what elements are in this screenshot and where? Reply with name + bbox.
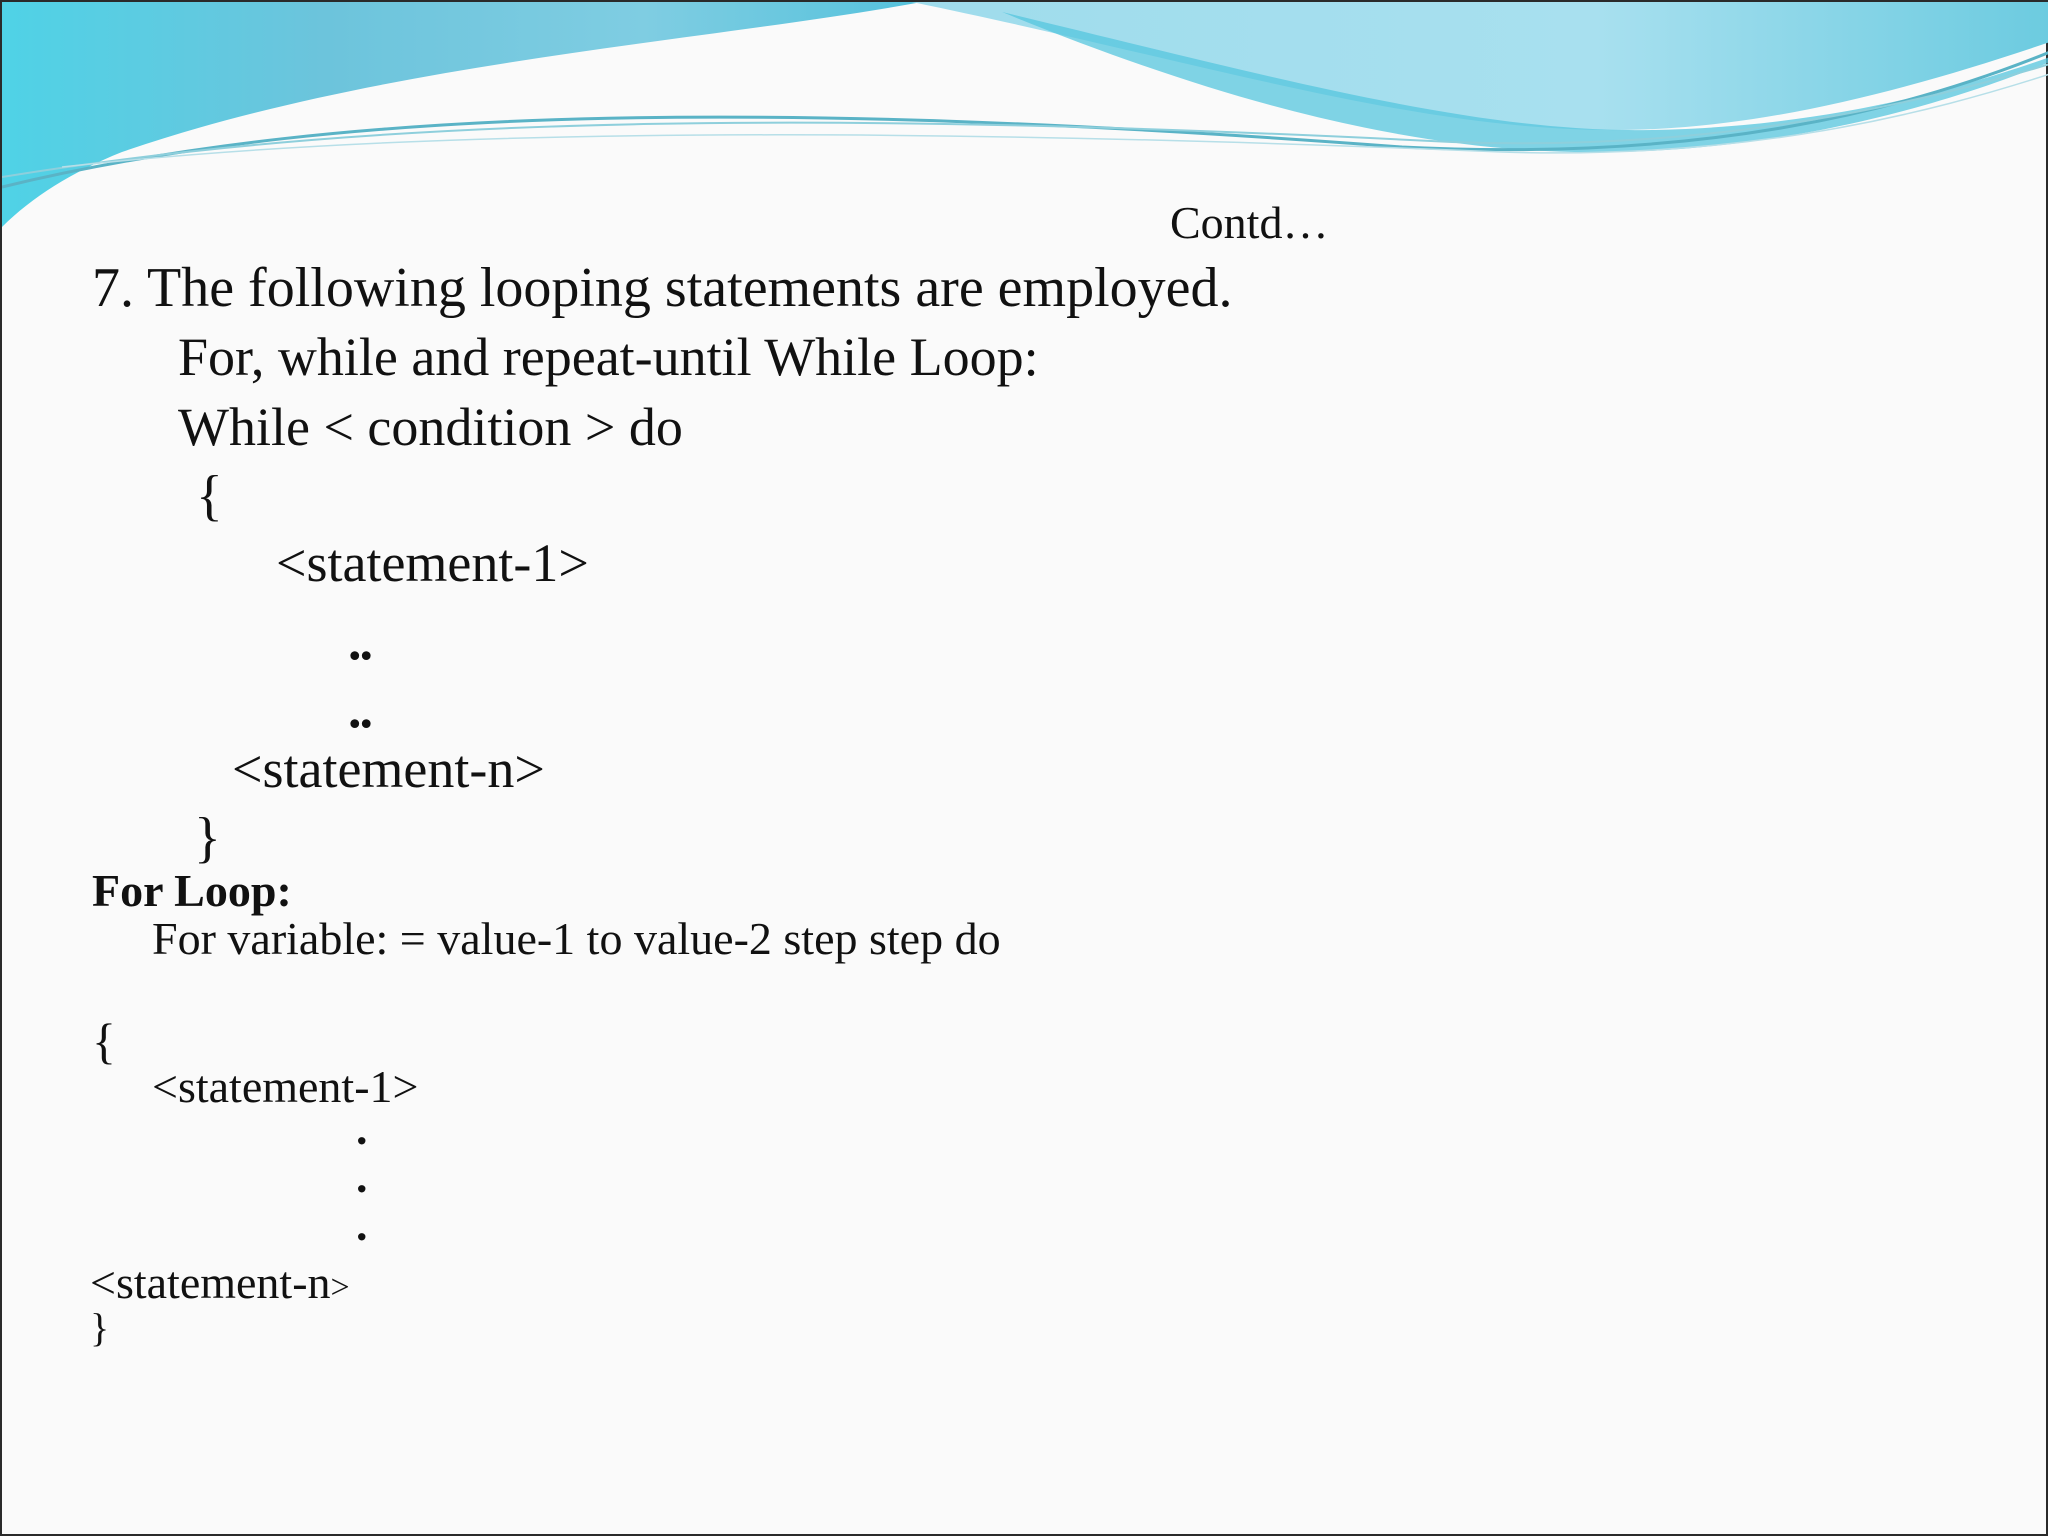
for-statement-last-gt: > <box>330 1269 350 1306</box>
while-ellipsis-b: .. <box>348 679 371 739</box>
for-statement-first: <statement-1> <box>152 1061 419 1112</box>
for-close-brace: } <box>90 1305 110 1350</box>
while-open-brace: { <box>196 465 223 527</box>
while-close-brace: } <box>194 807 221 869</box>
while-section-heading: For, while and repeat-until While Loop: <box>178 327 1039 387</box>
for-dot-1: . <box>356 1103 368 1154</box>
while-statement-first: <statement-1> <box>276 533 589 593</box>
for-syntax-line: For variable: = value-1 to value-2 step step do <box>152 913 1001 964</box>
while-statement-last: <statement-n> <box>232 739 545 799</box>
for-dot-2: . <box>356 1151 368 1202</box>
for-open-brace: { <box>92 1013 116 1069</box>
while-syntax-line: While < condition > do <box>178 397 683 457</box>
intro-heading: 7. The following looping statements are employed. <box>92 257 1233 319</box>
for-statement-last <box>90 1257 350 1308</box>
for-dot-3: . <box>356 1199 368 1250</box>
for-loop-heading: For Loop: <box>92 865 292 916</box>
header-wave-decoration <box>2 2 2048 242</box>
for-statement-last-text: <statement-n <box>90 1257 331 1308</box>
while-ellipsis-a: .. <box>348 611 371 671</box>
contd-label: Contd… <box>1170 197 1329 248</box>
